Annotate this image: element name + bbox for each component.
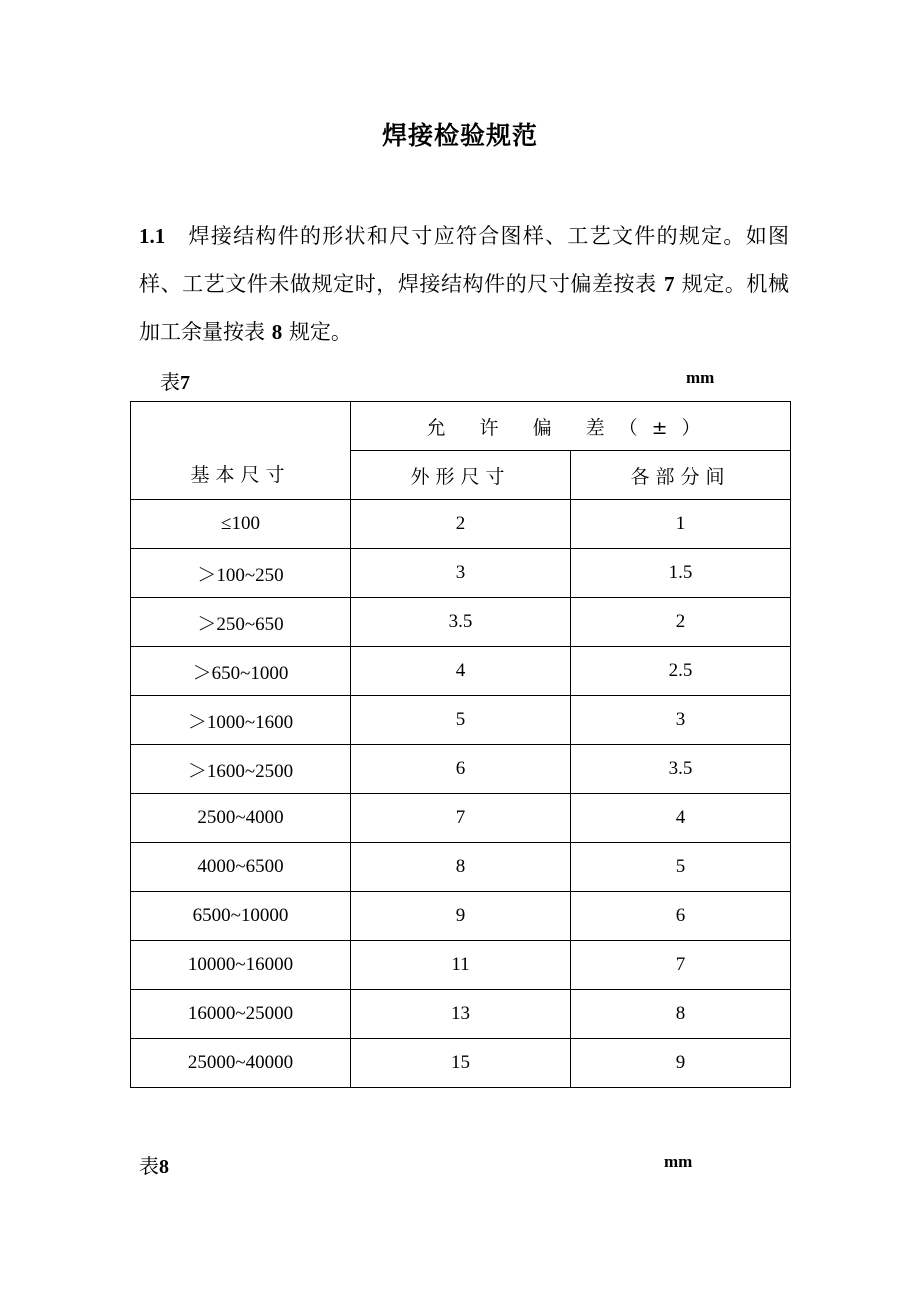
cell-outer-size: 8 — [351, 843, 571, 892]
cell-between-parts: 9 — [571, 1039, 791, 1088]
cell-base-size: ＞1000~1600 — [131, 696, 351, 745]
header-base-size: 基本尺寸 — [131, 402, 351, 500]
paragraph-text-3b: 规定。 — [288, 320, 352, 344]
tolerance-table — [130, 401, 791, 1088]
paragraph-text-1: 焊接结构件的形状和尺寸应符合图样、工艺文件的规定。如图 — [187, 224, 789, 248]
table-row — [131, 843, 791, 892]
cell-outer-size: 6 — [351, 745, 571, 794]
cell-between-parts: 4 — [571, 794, 791, 843]
cell-base-size: 2500~4000 — [131, 794, 351, 843]
table-row — [131, 1039, 791, 1088]
table7-caption — [160, 366, 190, 395]
table7-unit: mm — [686, 368, 715, 387]
page-title: 焊接检验规范 — [381, 121, 538, 150]
table-row — [131, 696, 791, 745]
cell-between-parts: 3 — [571, 696, 791, 745]
cell-between-parts: 1 — [571, 500, 791, 549]
table8-caption — [139, 1150, 169, 1179]
table-row — [131, 549, 791, 598]
paragraph-text-3a: 加工余量按表 — [139, 320, 265, 344]
table-row — [131, 941, 791, 990]
paragraph-line-2 — [139, 260, 789, 308]
cell-outer-size: 3.5 — [351, 598, 571, 647]
cell-between-parts: 1.5 — [571, 549, 791, 598]
table-row — [131, 990, 791, 1039]
cell-outer-size: 2 — [351, 500, 571, 549]
paragraph-text-2b: 规定。机械 — [681, 272, 789, 296]
cell-base-size: 6500~10000 — [131, 892, 351, 941]
cell-between-parts: 3.5 — [571, 745, 791, 794]
paragraph-text-2a: 样、工艺文件未做规定时，焊接结构件的尺寸偏差按表 — [139, 272, 657, 296]
header-allowed-deviation: 允 许 偏 差（±） — [351, 402, 791, 451]
cell-base-size: ＞100~250 — [131, 549, 351, 598]
header-between-parts: 各部分间 — [571, 451, 791, 500]
header-outer-size: 外形尺寸 — [351, 451, 571, 500]
cell-base-size: ＞1600~2500 — [131, 745, 351, 794]
cell-base-size: 25000~40000 — [131, 1039, 351, 1088]
table8-caption-number: 8 — [159, 1156, 169, 1178]
table-row — [131, 647, 791, 696]
cell-base-size: ＞650~1000 — [131, 647, 351, 696]
cell-between-parts: 2 — [571, 598, 791, 647]
table7-caption-label: 表 — [160, 370, 180, 394]
cell-base-size: ＞250~650 — [131, 598, 351, 647]
table-header-row-1 — [131, 402, 791, 451]
cell-base-size: 4000~6500 — [131, 843, 351, 892]
section-paragraph — [139, 212, 789, 356]
table-ref-7: 7 — [663, 272, 675, 296]
cell-outer-size: 5 — [351, 696, 571, 745]
table-ref-8: 8 — [271, 320, 283, 344]
cell-base-size: 16000~25000 — [131, 990, 351, 1039]
table-row — [131, 794, 791, 843]
cell-outer-size: 13 — [351, 990, 571, 1039]
cell-outer-size: 15 — [351, 1039, 571, 1088]
table7-caption-number: 7 — [180, 372, 190, 394]
cell-outer-size: 7 — [351, 794, 571, 843]
cell-outer-size: 9 — [351, 892, 571, 941]
cell-between-parts: 2.5 — [571, 647, 791, 696]
table-row — [131, 745, 791, 794]
table-row — [131, 500, 791, 549]
paragraph-line-3 — [139, 308, 789, 356]
section-number: 1.1 — [139, 224, 166, 248]
cell-between-parts: 7 — [571, 941, 791, 990]
cell-outer-size: 11 — [351, 941, 571, 990]
table8-caption-label: 表 — [139, 1154, 159, 1178]
cell-outer-size: 3 — [351, 549, 571, 598]
table8-unit: mm — [664, 1152, 693, 1171]
table-row — [131, 598, 791, 647]
cell-between-parts: 8 — [571, 990, 791, 1039]
cell-outer-size: 4 — [351, 647, 571, 696]
cell-between-parts: 5 — [571, 843, 791, 892]
cell-between-parts: 6 — [571, 892, 791, 941]
table-row — [131, 892, 791, 941]
cell-base-size: ≤100 — [131, 500, 351, 549]
cell-base-size: 10000~16000 — [131, 941, 351, 990]
paragraph-line-1 — [139, 212, 789, 260]
